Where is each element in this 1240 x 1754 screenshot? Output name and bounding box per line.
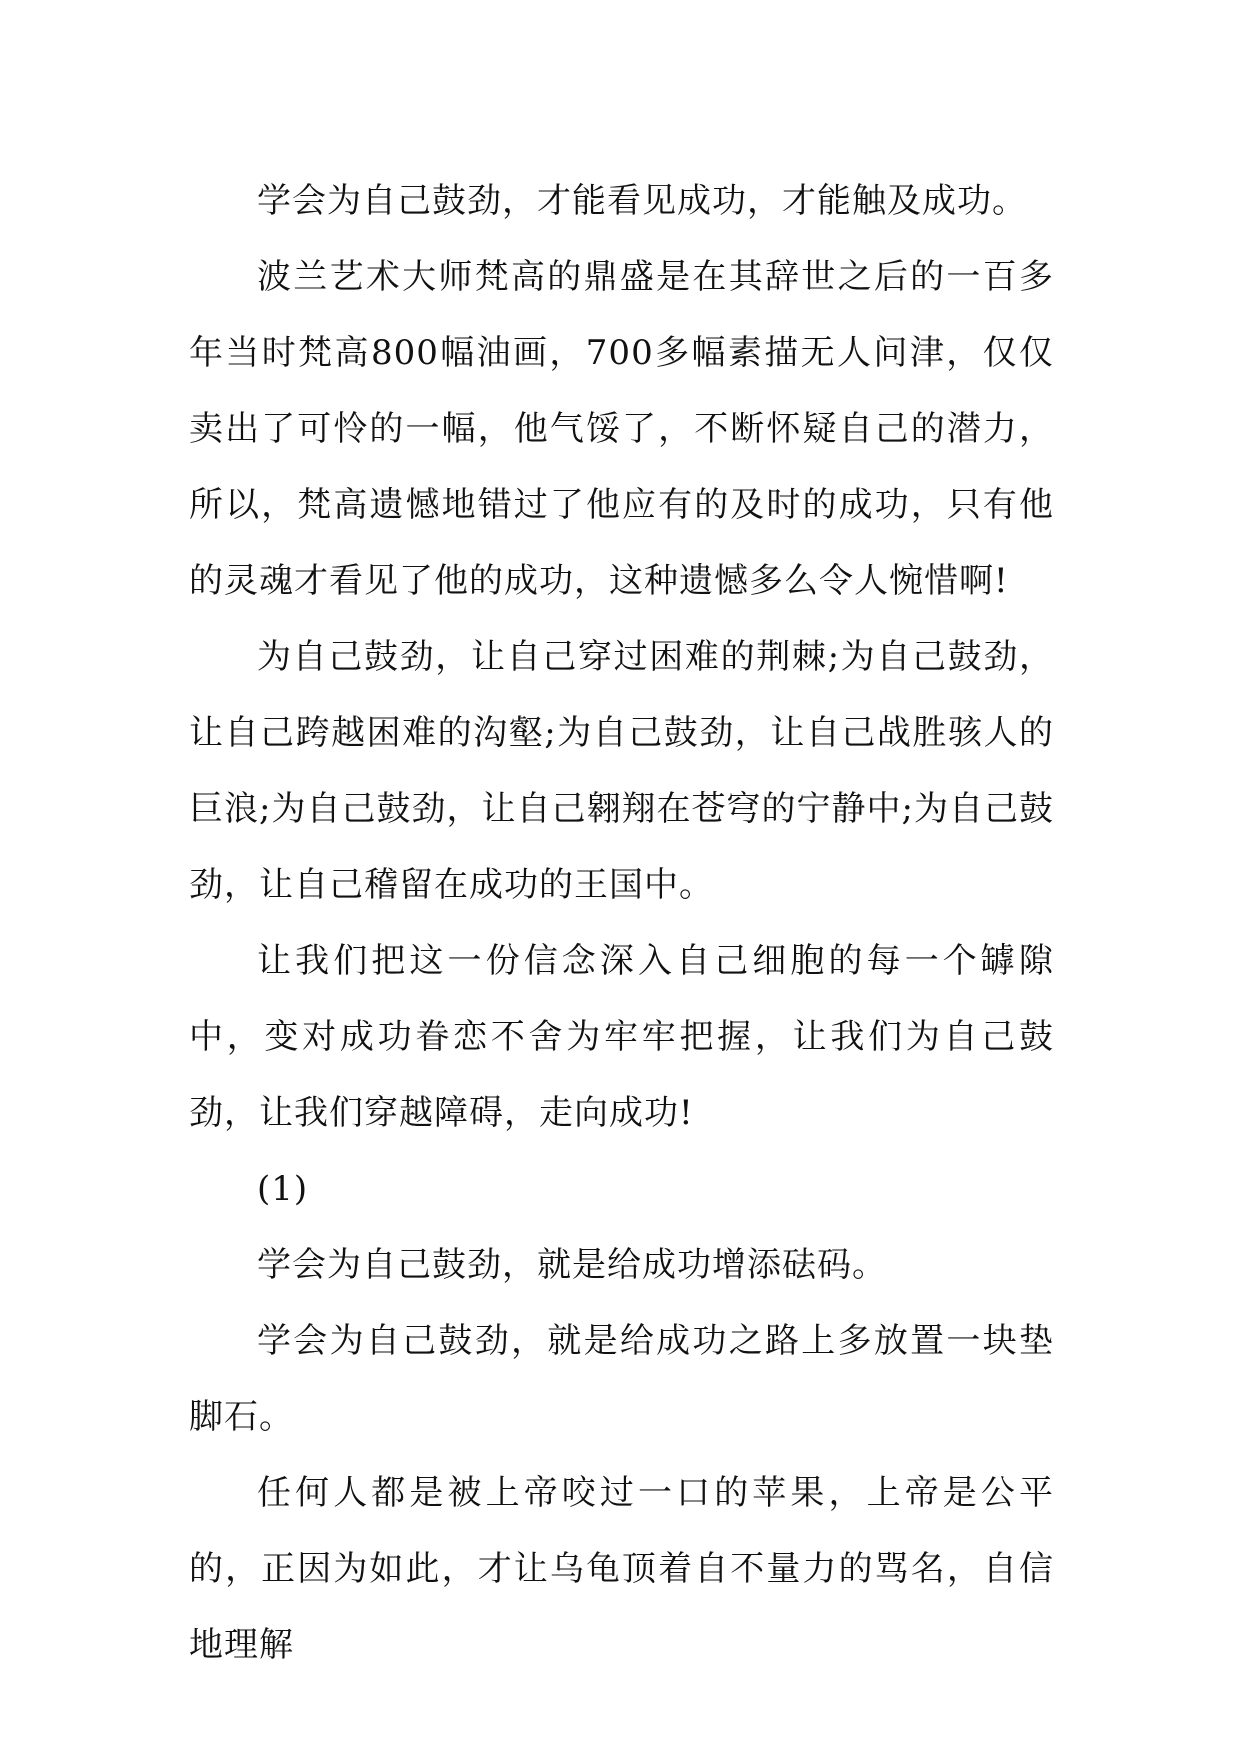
paragraph: 为自己鼓劲，让自己穿过困难的荆棘;为自己鼓劲，让自己跨越困难的沟壑;为自己鼓劲，让自己战胜骇人的巨浪;为自己鼓劲，让自己翱翔在苍穹的宁静中;为自己鼓劲，让自己稽留在成功的王国中。	[189, 637, 1054, 905]
paragraph: 波兰艺术大师梵高的鼎盛是在其辞世之后的一百多年当时梵高800幅油画，700多幅素描无人问津，仅仅卖出了可怜的一幅，他气馁了，不断怀疑自己的潜力，所以，梵高遗憾地错过了他应有的及时的成功，只有他的灵魂才看见了他的成功，这种遗憾多么令人惋惜啊!	[189, 257, 1054, 601]
paragraph: 让我们把这一份信念深入自己细胞的每一个罅隙中，变对成功眷恋不舍为牢牢把握，让我们为自己鼓劲，让我们穿越障碍，走向成功!	[189, 941, 1054, 1133]
paragraph: 学会为自己鼓劲，才能看见成功，才能触及成功。	[257, 181, 1027, 221]
body-text	[189, 163, 1054, 1683]
paragraph: 任何人都是被上帝咬过一口的苹果，上帝是公平的，正因为如此，才让乌龟顶着自不量力的骂名，自信地理解	[189, 1473, 1054, 1665]
paragraph: 学会为自己鼓劲，就是给成功之路上多放置一块垫脚石。	[189, 1321, 1054, 1437]
paragraph: (1)	[257, 1169, 309, 1209]
paragraph: 学会为自己鼓劲，就是给成功增添砝码。	[257, 1245, 887, 1285]
